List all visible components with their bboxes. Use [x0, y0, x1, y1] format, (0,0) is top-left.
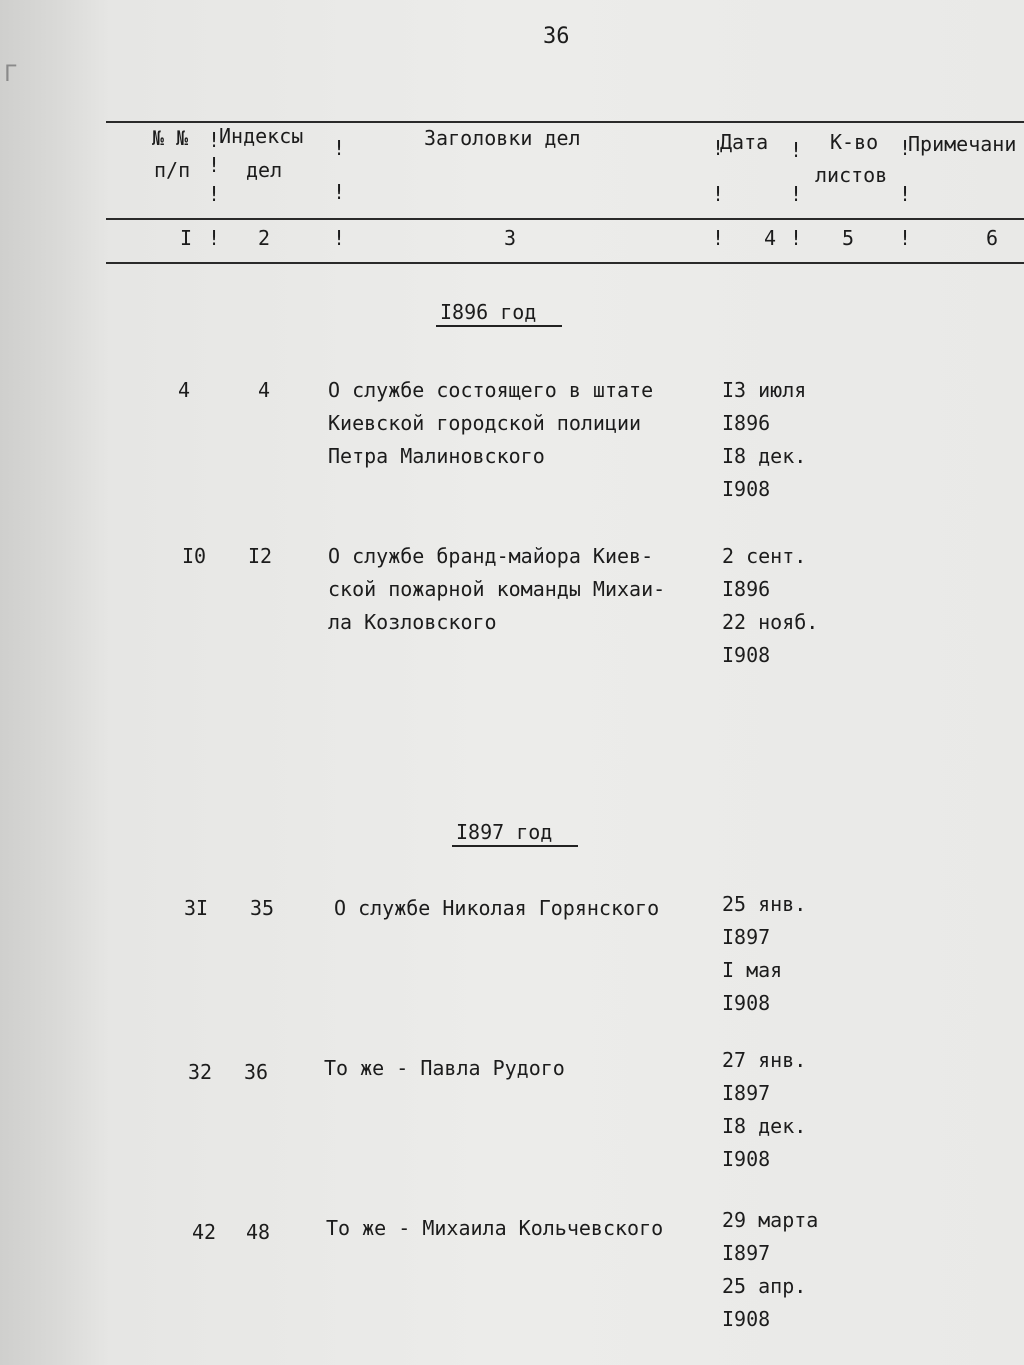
column-separator: !	[333, 226, 346, 250]
header-index-label-2: дел	[246, 158, 283, 182]
column-separator: !	[208, 226, 221, 250]
entry-date-line: I897	[722, 1081, 771, 1105]
entry-number: 32	[188, 1060, 213, 1084]
year-heading: I897 год	[456, 820, 553, 844]
column-number-4: 4	[764, 226, 777, 250]
year-heading-underline	[436, 325, 562, 327]
entry-title	[324, 1052, 565, 1085]
entry-title-line: ла Козловского	[328, 610, 497, 634]
header-date-label: Дата	[720, 130, 769, 154]
entry-date-line: I908	[722, 1307, 771, 1331]
header-index-label-1: Индексы	[219, 124, 304, 148]
entry-title	[328, 540, 665, 639]
entry-date-line: I908	[722, 991, 771, 1015]
entry-date-line: I мая	[722, 958, 783, 982]
entry-title	[326, 1212, 663, 1245]
column-separator: !	[899, 226, 912, 250]
column-separator: !	[790, 226, 803, 250]
column-number-6: 6	[986, 226, 999, 250]
header-separator: !	[333, 136, 346, 160]
entry-title-line: То же - Павла Рудого	[324, 1056, 565, 1080]
entry-index: I2	[248, 544, 273, 568]
page-number: 36	[543, 24, 570, 49]
header-sheets-label-2: листов	[815, 163, 888, 187]
entry-date-line: I908	[722, 643, 771, 667]
header-separator: !	[790, 182, 803, 206]
entry-number: 3I	[184, 896, 209, 920]
entry-date	[722, 1204, 818, 1336]
column-number-1: I	[180, 226, 193, 250]
header-separator: !	[208, 182, 221, 206]
entry-date	[722, 540, 818, 672]
header-separator: !	[712, 136, 725, 160]
column-number-3: 3	[504, 226, 517, 250]
entry-number: I0	[182, 544, 207, 568]
column-number-2: 2	[258, 226, 271, 250]
entry-index: 36	[244, 1060, 269, 1084]
table-header-rule	[106, 218, 1024, 220]
header-separator: !	[208, 128, 221, 152]
entry-date-line: 2 сент.	[722, 544, 807, 568]
entry-date-line: 25 янв.	[722, 892, 807, 916]
entry-date-line: 29 марта	[722, 1208, 819, 1232]
entry-title-line: Киевской городской полиции	[328, 411, 642, 435]
margin-mark: Г	[4, 62, 18, 87]
header-notes-label: Примечани	[908, 132, 1017, 156]
entry-date	[722, 1044, 806, 1176]
entry-date-line: 27 янв.	[722, 1048, 807, 1072]
entry-date-line: I8 дек.	[722, 444, 807, 468]
entry-title-line: Петра Малиновского	[328, 444, 545, 468]
header-title-label: Заголовки дел	[424, 126, 581, 150]
entry-date-line: I3 июля	[722, 378, 807, 402]
entry-date-line: I896	[722, 577, 771, 601]
entry-date-line: I897	[722, 925, 771, 949]
entry-date-line: I897	[722, 1241, 771, 1265]
entry-title	[328, 374, 653, 473]
entry-title-line: О службе Николая Горянского	[334, 896, 660, 920]
header-separator: !	[333, 180, 346, 204]
header-separator: !	[208, 153, 221, 177]
year-heading: I896 год	[440, 300, 537, 324]
entry-date-line: I908	[722, 477, 771, 501]
header-sheets-label-1: К-во	[830, 130, 879, 154]
column-separator: !	[712, 226, 725, 250]
table-top-rule	[106, 121, 1024, 123]
entry-title-line: О службе бранд-майора Киев-	[328, 544, 654, 568]
entry-date-line: I908	[722, 1147, 771, 1171]
entry-date-line: I896	[722, 411, 771, 435]
table-columns-rule	[106, 262, 1024, 264]
entry-index: 48	[246, 1220, 271, 1244]
entry-title-line: То же - Михаила Кольчевского	[326, 1216, 664, 1240]
year-heading-underline	[452, 845, 578, 847]
entry-date-line: I8 дек.	[722, 1114, 807, 1138]
header-separator: !	[790, 138, 803, 162]
header-separator: !	[899, 136, 912, 160]
header-num-label-1: № №	[152, 126, 189, 150]
entry-date-line: 22 нояб.	[722, 610, 819, 634]
entry-number: 42	[192, 1220, 217, 1244]
entry-number: 4	[178, 378, 191, 402]
column-number-5: 5	[842, 226, 855, 250]
header-separator: !	[899, 182, 912, 206]
entry-date	[722, 888, 806, 1020]
header-num-label-2: п/п	[154, 158, 191, 182]
entry-date	[722, 374, 806, 506]
entry-title-line: О службе состоящего в штате	[328, 378, 654, 402]
entry-index: 35	[250, 896, 275, 920]
entry-index: 4	[258, 378, 271, 402]
header-separator: !	[712, 182, 725, 206]
entry-title-line: ской пожарной команды Михаи-	[328, 577, 666, 601]
entry-date-line: 25 апр.	[722, 1274, 807, 1298]
entry-title	[334, 892, 659, 925]
